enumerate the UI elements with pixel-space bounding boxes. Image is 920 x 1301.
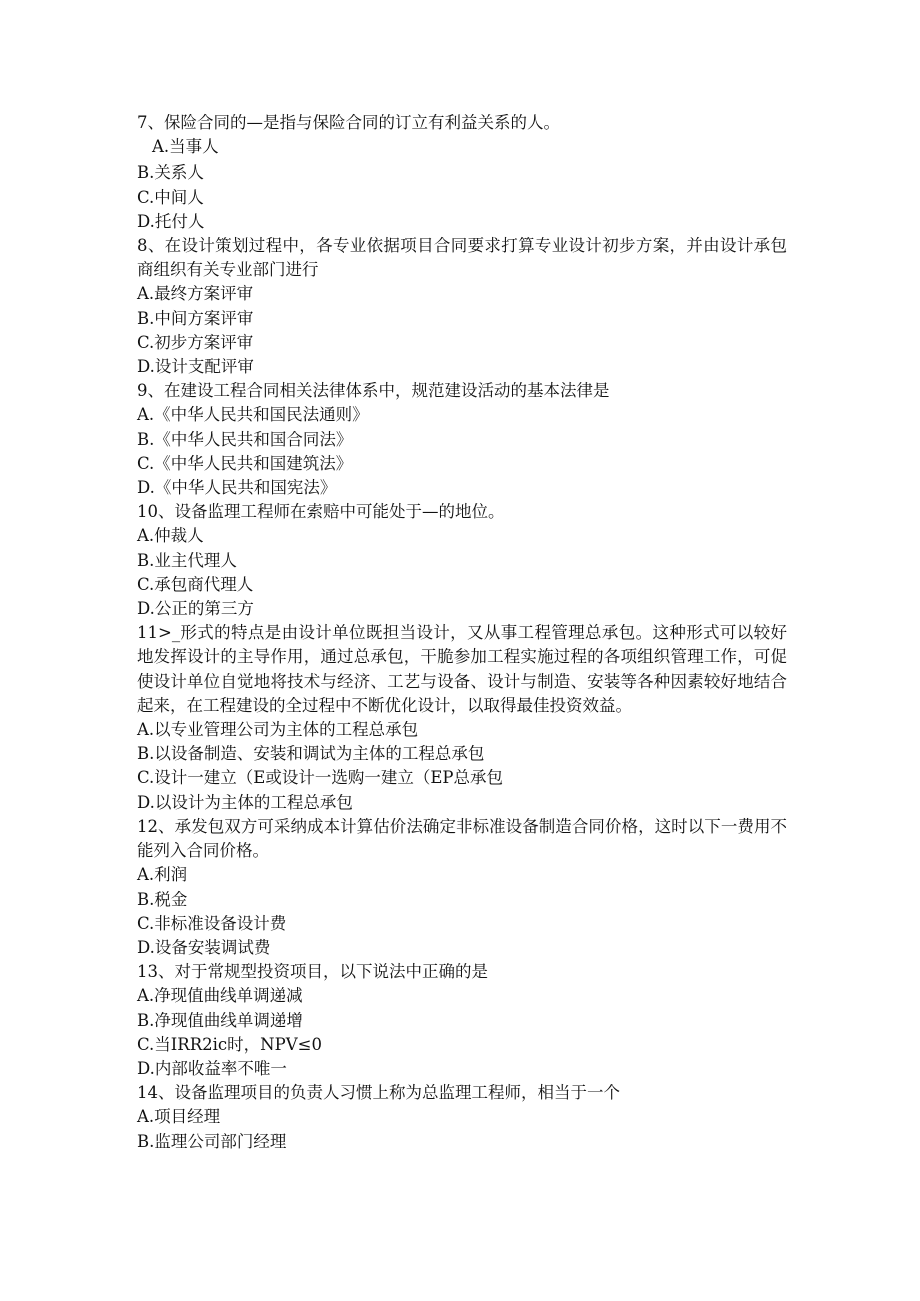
question-9-option-a: A.《中华人民共和国民法通则》 [137, 405, 369, 425]
question-9-option-d: D.《中华人民共和国宪法》 [137, 478, 337, 498]
question-14-option-a: A.项目经理 [137, 1107, 221, 1127]
question-10-option-a: A.仲裁人 [137, 526, 204, 546]
question-8: 8、在设计策划过程中，各专业依据项目合同要求打算专业设计初步方案，并由设计承包商组织有关专业部门进行 [137, 236, 787, 280]
question-11-option-c: C.设计一建立（E或设计一选购一建立（EP总承包 [137, 768, 503, 788]
question-11-option-d: D.以设计为主体的工程总承包 [137, 792, 353, 812]
question-13-option-d: D.内部收益率不唯一 [137, 1058, 287, 1078]
question-12-option-b: B.税金 [137, 889, 188, 909]
question-7-option-a: A.当事人 [152, 137, 219, 157]
question-10-option-b: B.业主代理人 [137, 550, 237, 570]
question-8-option-a: A.最终方案评审 [137, 284, 254, 304]
question-7: 7、保险合同的—是指与保险合同的订立有利益关系的人。 [137, 113, 560, 132]
question-12: 12、承发包双方可采纳成本计算估价法确定非标准设备制造合同价格，这时以下一费用不能列入合同价格。 [137, 816, 787, 861]
question-12-option-c: C.非标准设备设计费 [137, 913, 287, 933]
question-12-option-d: D.设备安装调试费 [137, 937, 271, 957]
question-8-option-d: D.设计支配评审 [137, 357, 254, 377]
question-13: 13、对于常规型投资项目，以下说法中正确的是 [137, 962, 488, 982]
question-8-option-b: B.中间方案评审 [137, 308, 254, 328]
question-11-option-b: B.以设备制造、安装和调试为主体的工程总承包 [137, 744, 485, 764]
question-9: 9、在建设工程合同相关法律体系中，规范建设活动的基本法律是 [137, 381, 610, 401]
question-7-option-d: D.托付人 [137, 211, 205, 231]
question-13-option-b: B.净现值曲线单调递增 [137, 1010, 303, 1030]
question-14-option-b: B.监理公司部门经理 [137, 1131, 287, 1151]
question-9-option-b: B.《中华人民共和国合同法》 [137, 429, 353, 449]
document-body [137, 111, 787, 1154]
question-14: 14、设备监理项目的负责人习惯上称为总监理工程师，相当于一个 [137, 1083, 620, 1103]
question-7-option-b: B.关系人 [137, 163, 204, 183]
question-10-option-d: D.公正的第三方 [137, 599, 254, 619]
question-12-option-a: A.利润 [137, 865, 188, 885]
question-13-option-c: C.当IRR2ic时，NPV≤0 [137, 1034, 322, 1054]
question-10: 10、设备监理工程师在索赔中可能处于—的地位。 [137, 502, 505, 522]
question-11-option-a: A.以专业管理公司为主体的工程总承包 [137, 720, 419, 740]
question-8-option-c: C.初步方案评审 [137, 332, 254, 352]
question-11: 11>_形式的特点是由设计单位既担当设计，又从事工程管理总承包。这种形式可以较好地发挥设计的主导作用，通过总承包，干脆参加工程实施过程的各项组织管理工作，可促使设计单位自觉地将技术与经济、工艺与设备、设计与制造、安装等各种因素较好地结合起来，在工程建设的全过程中不断优化设计，以取得最佳投资效益。 [137, 623, 787, 715]
question-7-option-c: C.中间人 [137, 187, 204, 207]
question-10-option-c: C.承包商代理人 [137, 574, 254, 594]
question-9-option-c: C.《中华人民共和国建筑法》 [137, 453, 353, 473]
question-13-option-a: A.净现值曲线单调递减 [137, 986, 303, 1006]
